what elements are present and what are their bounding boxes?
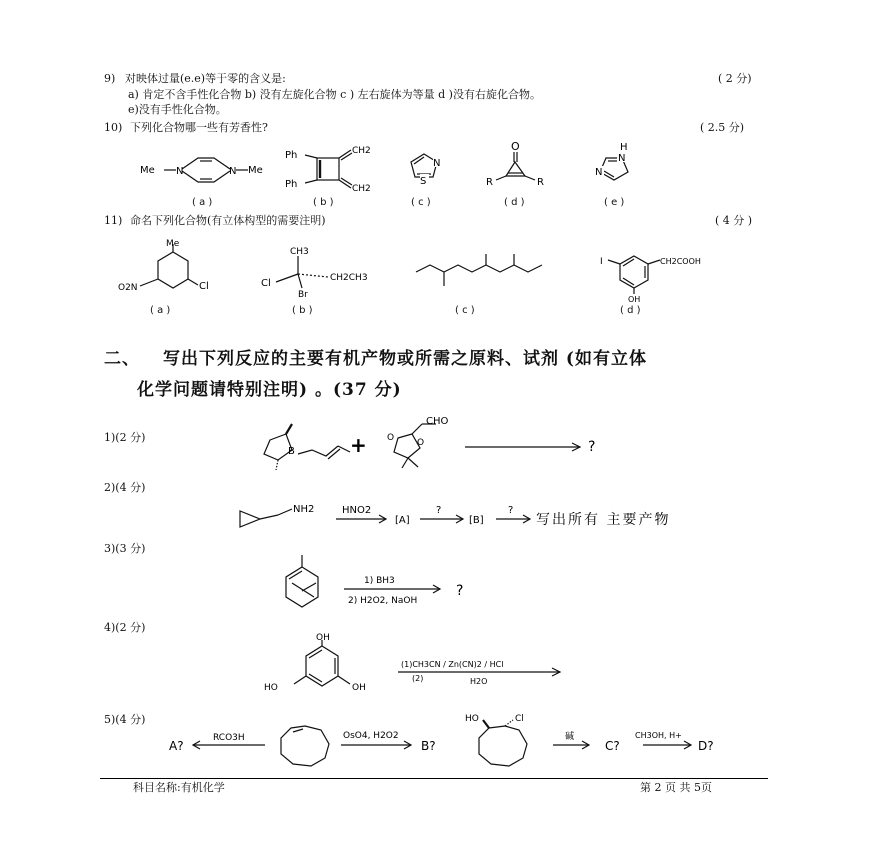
r4-step1: (1)CH3CN / Zn(CN)2 / HCl [401, 660, 504, 669]
r2-reagent3: ? [508, 505, 514, 516]
q11-label-d: ( d ) [620, 305, 641, 316]
q11a-no2: O2N [118, 283, 138, 293]
q9-points: ( 2 分) [718, 72, 752, 85]
r2-intermediate-a: [A] [395, 515, 410, 526]
q11b-cl: Cl [261, 278, 271, 289]
r3-step2: 2) H2O2, NaOH [348, 596, 418, 606]
r4-step2-reagent: H2O [470, 677, 488, 686]
q10d-structure [482, 140, 552, 190]
q10b-ph-bottom: Ph [285, 179, 298, 190]
q9-options-line2: e)没有手性化合物。 [128, 103, 227, 116]
q11-points: ( 4 分 ) [715, 214, 753, 227]
r5-product-d: D? [698, 739, 714, 753]
r4-oh-right: OH [352, 683, 366, 693]
q10a-n-left: N [176, 166, 184, 177]
r1-product: ? [588, 439, 596, 455]
r1-cho: CHO [426, 416, 449, 427]
q11d-ch2cooh: CH2COOH [660, 257, 701, 266]
r5-base: 碱 [565, 732, 575, 742]
q10-label-e: ( e ) [604, 197, 625, 208]
r4-step2: (2) [412, 674, 424, 683]
q11a-structure [118, 238, 218, 300]
r3-step1: 1) BH3 [364, 576, 395, 586]
r1-ring-o1: O [387, 433, 395, 443]
q10d-o: O [511, 140, 520, 153]
q10b-ch2-bottom: CH2 [352, 184, 371, 194]
q11a-me: Me [166, 239, 180, 249]
q10a-me-right: Me [248, 165, 263, 176]
q10-text: 下列化合物哪一些有芳香性? [130, 121, 268, 134]
r4-oh-left: HO [264, 683, 278, 693]
q10-points: ( 2.5 分) [700, 121, 745, 134]
r5-ho: HO [465, 714, 479, 724]
r2-reagent1: HNO2 [342, 505, 372, 516]
q11b-structure [258, 242, 383, 300]
r2-scheme [238, 495, 783, 535]
q11c-structure [414, 252, 554, 297]
q10c-structure [404, 148, 444, 188]
r2-nh2: NH2 [293, 504, 315, 515]
q10d-r-left: R [486, 177, 493, 188]
q10a-n-right: N [229, 166, 237, 177]
q10e-nh: N [618, 153, 626, 164]
q10-label-b: ( b ) [313, 197, 334, 208]
r4-scheme [262, 632, 572, 697]
q11d-oh: OH [628, 295, 641, 304]
q10-label-a: ( a ) [192, 197, 213, 208]
section2-title-line2: 化学问题请特别注明) 。(37 分) [137, 380, 402, 400]
section2-title-line1: 写出下列反应的主要有机产物或所需之原料、试剂 (如有立体 [163, 349, 647, 369]
r5-product-c: C? [605, 739, 620, 753]
q10d-r-right: R [537, 177, 544, 188]
q11-label-b: ( b ) [292, 305, 313, 316]
q10b-ch2-top: CH2 [352, 146, 371, 156]
q11d-structure [598, 244, 723, 304]
r5-reagent-left: RCO3H [213, 733, 245, 743]
q9-number: 9) [104, 72, 116, 85]
r5-product-b: B? [421, 739, 436, 753]
q10-number: 10) [104, 121, 123, 134]
r1-plus: + [350, 433, 367, 457]
q11-text: 命名下列化合物(有立体构型的需要注明) [130, 214, 326, 227]
q11b-ch3: CH3 [290, 247, 309, 257]
r1-ring-o2: O [417, 438, 425, 448]
r3-product: ? [456, 583, 464, 599]
q11-label-c: ( c ) [455, 305, 475, 316]
q10e-h: H [620, 142, 628, 153]
footer-page: 第 2 页 共 5页 [640, 781, 712, 794]
r5-scheme [165, 712, 755, 780]
q10-label-d: ( d ) [504, 197, 525, 208]
r5-reagent-right: OsO4, H2O2 [343, 731, 399, 741]
q10a-structure [140, 140, 270, 200]
q11b-br: Br [298, 290, 308, 300]
q10-label-c: ( c ) [411, 197, 431, 208]
r2-label: 2)(4 分) [104, 481, 146, 494]
q10c-n: N [433, 158, 441, 169]
q10b-structure [285, 142, 380, 197]
r5-cl: Cl [515, 714, 524, 724]
q10e-n: N [595, 167, 603, 178]
q11b-ch2ch3: CH2CH3 [330, 273, 368, 283]
r5-label: 5)(4 分) [104, 713, 146, 726]
r3-scheme [268, 553, 478, 615]
r4-label: 4)(2 分) [104, 621, 146, 634]
q10c-s: S [420, 176, 427, 187]
q9-options-line1: a) 肯定不含手性化合物 b) 没有左旋化合物 c ) 左右旋体为等量 d )没有右旋化合物。 [128, 88, 541, 101]
r5-reagent-d: CH3OH, H+ [635, 731, 682, 740]
r5-product-a: A? [169, 739, 184, 753]
r3-label: 3)(3 分) [104, 542, 146, 555]
section2-number: 二、 [104, 349, 140, 369]
q11-label-a: ( a ) [150, 305, 171, 316]
footer-subject: 科目名称:有机化学 [133, 781, 225, 794]
q10e-structure [592, 140, 637, 188]
r4-oh-top: OH [316, 633, 330, 643]
footer-divider [100, 778, 768, 779]
q11d-i: I [600, 257, 603, 267]
q11-number: 11) [104, 214, 123, 227]
r2-note: 写出所有 主要产物 [536, 512, 671, 528]
r2-intermediate-b: [B] [469, 515, 484, 526]
q9-text: 对映体过量(e.e)等于零的含义是: [125, 72, 286, 85]
r1-scheme [240, 412, 620, 482]
q10a-me-left: Me [140, 165, 155, 176]
q11a-cl: Cl [199, 281, 209, 292]
q10b-ph-top: Ph [285, 150, 298, 161]
r2-reagent2: ? [436, 505, 442, 516]
r1-label: 1)(2 分) [104, 431, 146, 444]
r1-boron: B [288, 446, 295, 457]
